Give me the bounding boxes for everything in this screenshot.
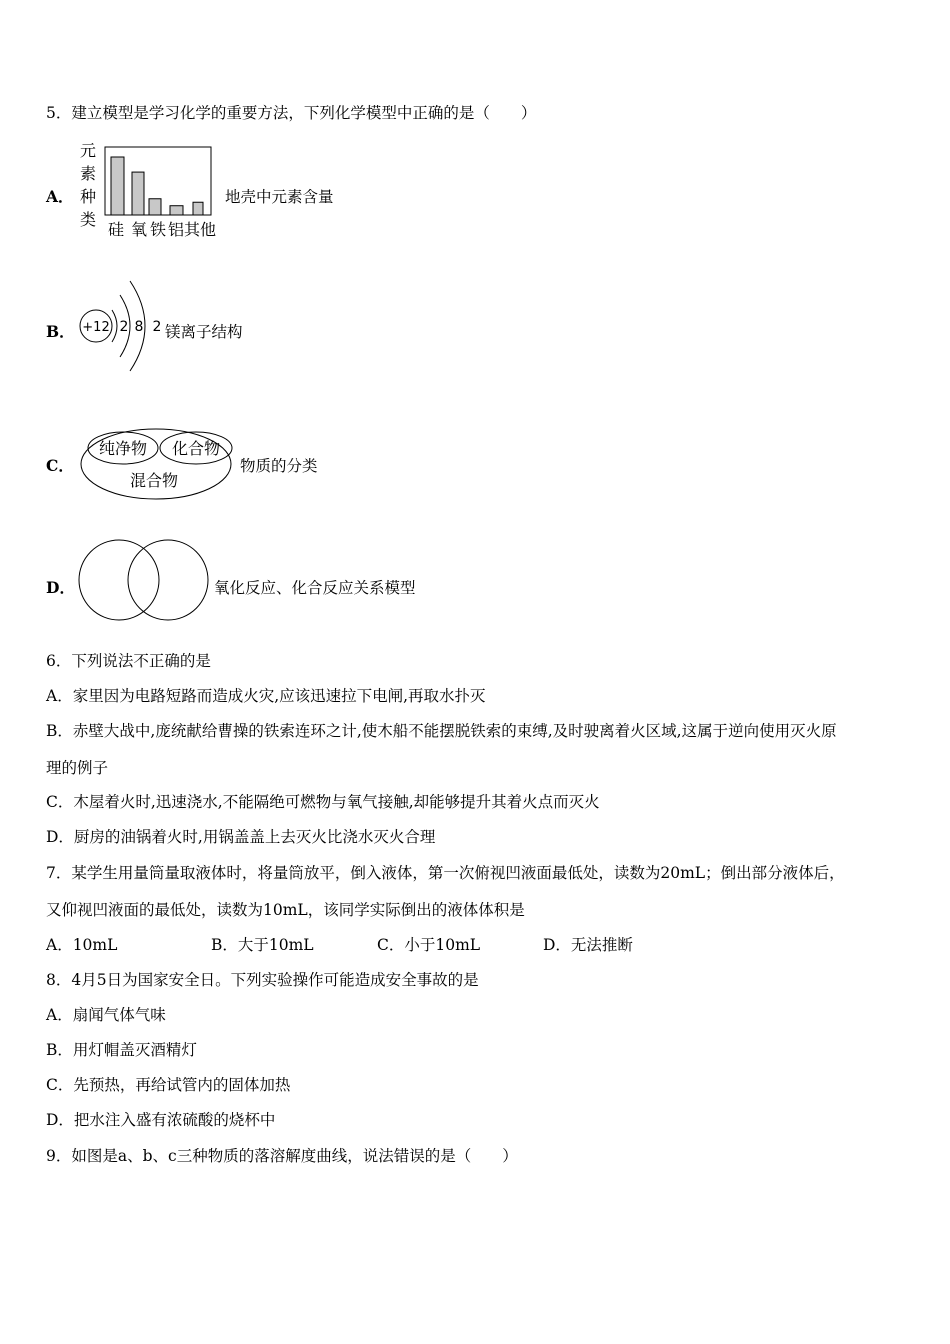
shell-3-count: 2 <box>152 319 162 335</box>
right-circle <box>128 540 208 620</box>
q5-option-a-bar-chart <box>78 140 223 240</box>
category-label: 铝 <box>167 220 185 239</box>
q7-stem-line1: 7．某学生用量筒量取液体时，将量筒放平，倒入液体，第一次俯视凹液面最低处，读数为20mL；倒出部分液体后， <box>46 864 845 882</box>
q5-option-b-ion-structure <box>74 265 166 381</box>
q7-option-c: C．小于10mL <box>377 936 481 954</box>
shell-1-count: 2 <box>119 319 129 335</box>
q9-stem: 9．如图是a、b、c三种物质的落溶解度曲线，说法错误的是（ ） <box>46 1147 518 1165</box>
q8-option-b: B．用灯帽盖灭酒精灯 <box>46 1041 197 1059</box>
bar <box>111 157 124 215</box>
category-label: 其他 <box>183 220 217 239</box>
q6-option-b-line2: 理的例子 <box>46 759 109 777</box>
q8-stem: 8．4月5日为国家安全日。下列实验操作可能造成安全事故的是 <box>46 971 479 989</box>
q5-option-d-caption: 氧化反应、化合反应关系模型 <box>214 579 416 597</box>
q7-stem-line2: 又仰视凹液面的最低处，读数为10mL，该同学实际倒出的液体体积是 <box>46 901 525 919</box>
y-axis-label-char: 类 <box>79 210 97 229</box>
q6-stem: 6．下列说法不正确的是 <box>46 652 211 670</box>
bar <box>132 172 144 215</box>
outer-label: 混合物 <box>129 471 179 490</box>
shell-2-count: 8 <box>134 319 144 335</box>
q5-stem: 5．建立模型是学习化学的重要方法，下列化学模型中正确的是（ ） <box>46 104 537 122</box>
q6-option-b-line1: B．赤壁大战中,庞统献给曹操的铁索连环之计,使木船不能摆脱铁索的束缚,及时驶离着火区域,这属于逆向使用灭火原 <box>46 722 837 740</box>
q6-option-d: D．厨房的油锅着火时,用锅盖盖上去灭火比浇水灭火合理 <box>46 828 436 846</box>
q5-option-a-letter: A． <box>46 187 74 206</box>
category-label: 氧 <box>130 220 148 239</box>
shell-arc-1 <box>112 310 117 342</box>
q7-option-d: D．无法推断 <box>543 936 633 954</box>
inner-left-label: 纯净物 <box>98 439 148 458</box>
q5-option-d-venn-diagram <box>76 538 216 624</box>
q6-option-c: C．木屋着火时,迅速浇水,不能隔绝可燃物与氧气接触,却能够提升其着火点而灭火 <box>46 793 600 811</box>
inner-right-label: 化合物 <box>171 439 221 458</box>
q5-option-c-caption: 物质的分类 <box>240 457 318 475</box>
left-circle <box>79 540 159 620</box>
q5-option-b-caption: 镁离子结构 <box>165 323 243 341</box>
q7-option-a: A．10mL <box>46 936 118 954</box>
q8-option-a: A．扇闻气体气味 <box>46 1006 166 1024</box>
bar <box>193 202 203 215</box>
category-label: 铁 <box>149 220 167 239</box>
q5-option-a-caption: 地壳中元素含量 <box>225 188 334 206</box>
bars <box>111 157 203 215</box>
q5-option-c-letter: C． <box>46 456 74 475</box>
q5-option-b-letter: B． <box>46 322 75 341</box>
q5-option-c-classification-diagram <box>78 424 238 502</box>
nucleus-charge: +12 <box>82 320 110 335</box>
category-label: 硅 <box>107 220 125 239</box>
y-axis-label-char: 元 <box>79 141 97 160</box>
y-axis-label-char: 素 <box>79 164 97 183</box>
q8-option-c: C．先预热，再给试管内的固体加热 <box>46 1076 291 1094</box>
bar <box>149 199 161 215</box>
bar <box>170 206 183 215</box>
q8-option-d: D．把水注入盛有浓硫酸的烧杯中 <box>46 1111 276 1129</box>
category-labels <box>108 220 216 239</box>
q5-option-d-letter: D． <box>46 578 75 597</box>
q6-option-a: A．家里因为电路短路而造成火灾,应该迅速拉下电闸,再取水扑灭 <box>46 687 486 705</box>
y-axis-label <box>80 141 96 229</box>
y-axis-label-char: 种 <box>79 187 97 206</box>
q7-option-b: B．大于10mL <box>211 936 314 954</box>
